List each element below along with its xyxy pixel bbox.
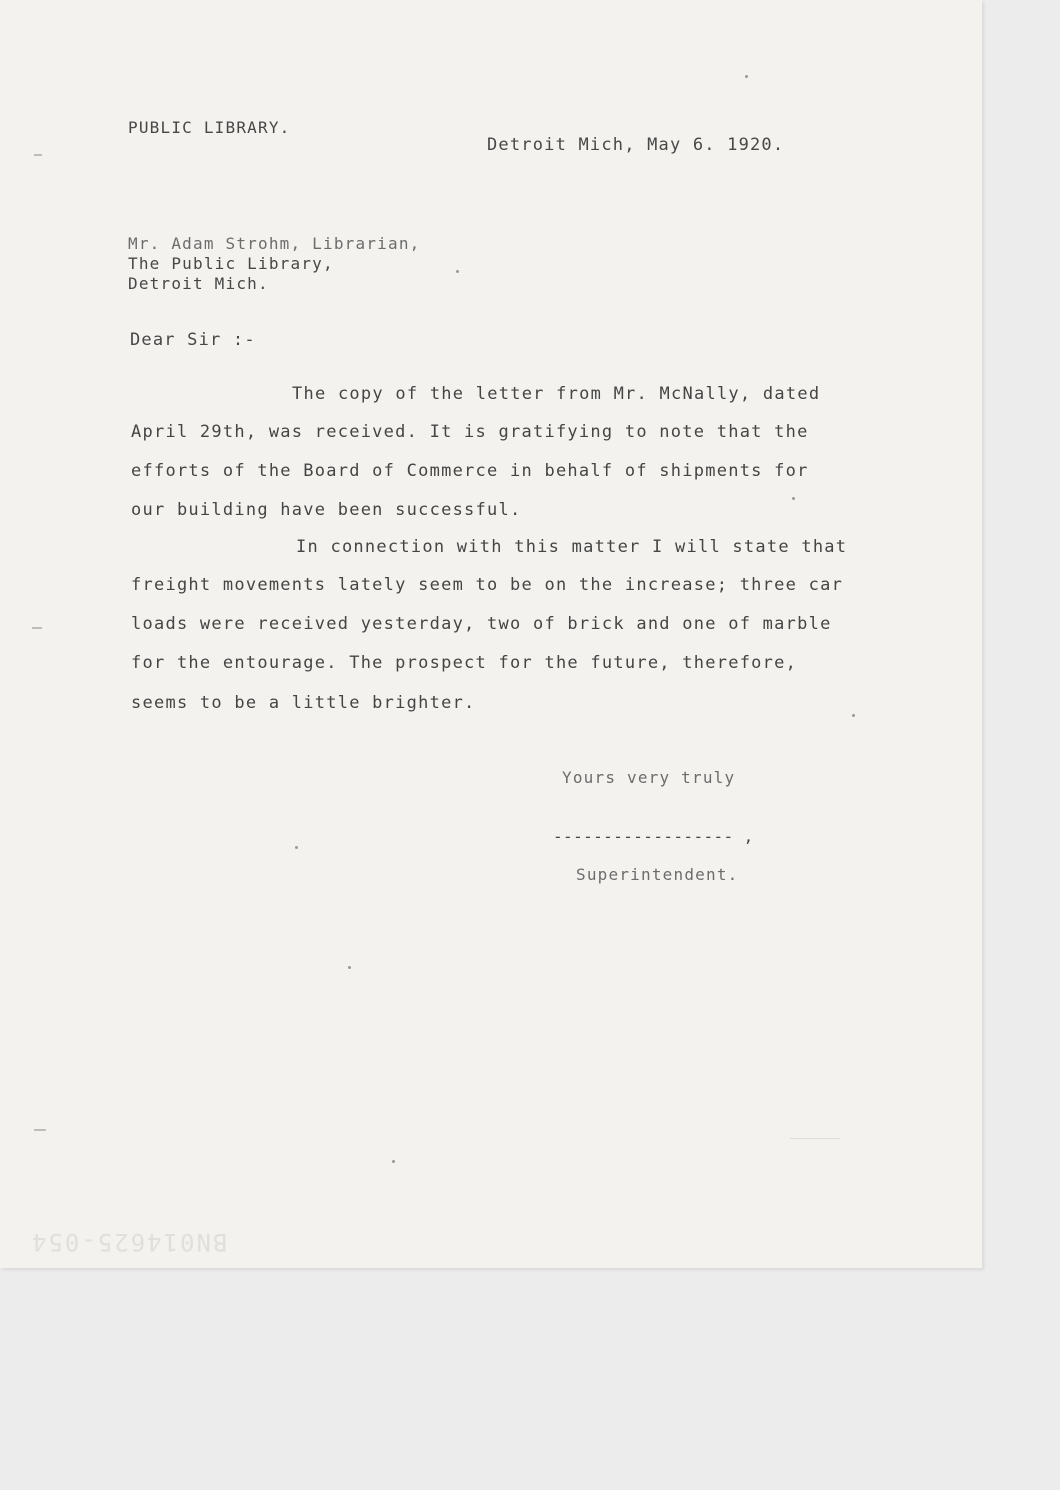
paper-speck (745, 75, 748, 78)
binding-hole-mark (32, 627, 42, 629)
recipient-line-3: Detroit Mich. (128, 274, 269, 293)
paragraph-2-line-3: loads were received yesterday, two of brick and one of marble (131, 614, 832, 634)
paragraph-1-line-3: efforts of the Board of Commerce in behalf of shipments for (131, 461, 809, 481)
paper-speck (348, 966, 351, 969)
binding-hole-mark (34, 154, 42, 156)
paper-speck (392, 1160, 395, 1163)
paragraph-1-line-1: The copy of the letter from Mr. McNally, dated (292, 384, 821, 404)
paper-crease (790, 1138, 840, 1139)
recipient-line-1: Mr. Adam Strohm, Librarian, (128, 234, 421, 253)
signature-line: ------------------ , (553, 827, 754, 846)
dateline: Detroit Mich, May 6. 1920. (487, 135, 785, 155)
paper-speck (456, 270, 459, 273)
paragraph-2-line-5: seems to be a little brighter. (131, 693, 476, 713)
paragraph-1-line-4: our building have been successful. (131, 500, 522, 520)
paper-speck (792, 497, 795, 500)
paragraph-2-line-2: freight movements lately seem to be on the increase; three car (131, 575, 844, 595)
paragraph-2-line-4: for the entourage. The prospect for the future, therefore, (131, 653, 798, 673)
signature-title: Superintendent. (576, 865, 739, 884)
recipient-line-2: The Public Library, (128, 254, 334, 273)
paragraph-1-line-2: April 29th, was received. It is gratifying to note that the (131, 422, 809, 442)
binding-hole-mark (34, 1129, 46, 1131)
salutation: Dear Sir :- (130, 330, 256, 350)
letterhead: PUBLIC LIBRARY. (128, 118, 291, 137)
closing: Yours very truly (562, 768, 736, 787)
archive-stamp: BN014625-054 (30, 1228, 228, 1256)
paragraph-2-line-1: In connection with this matter I will state that (296, 537, 848, 557)
paper-speck (295, 846, 298, 849)
paper-speck (852, 714, 855, 717)
